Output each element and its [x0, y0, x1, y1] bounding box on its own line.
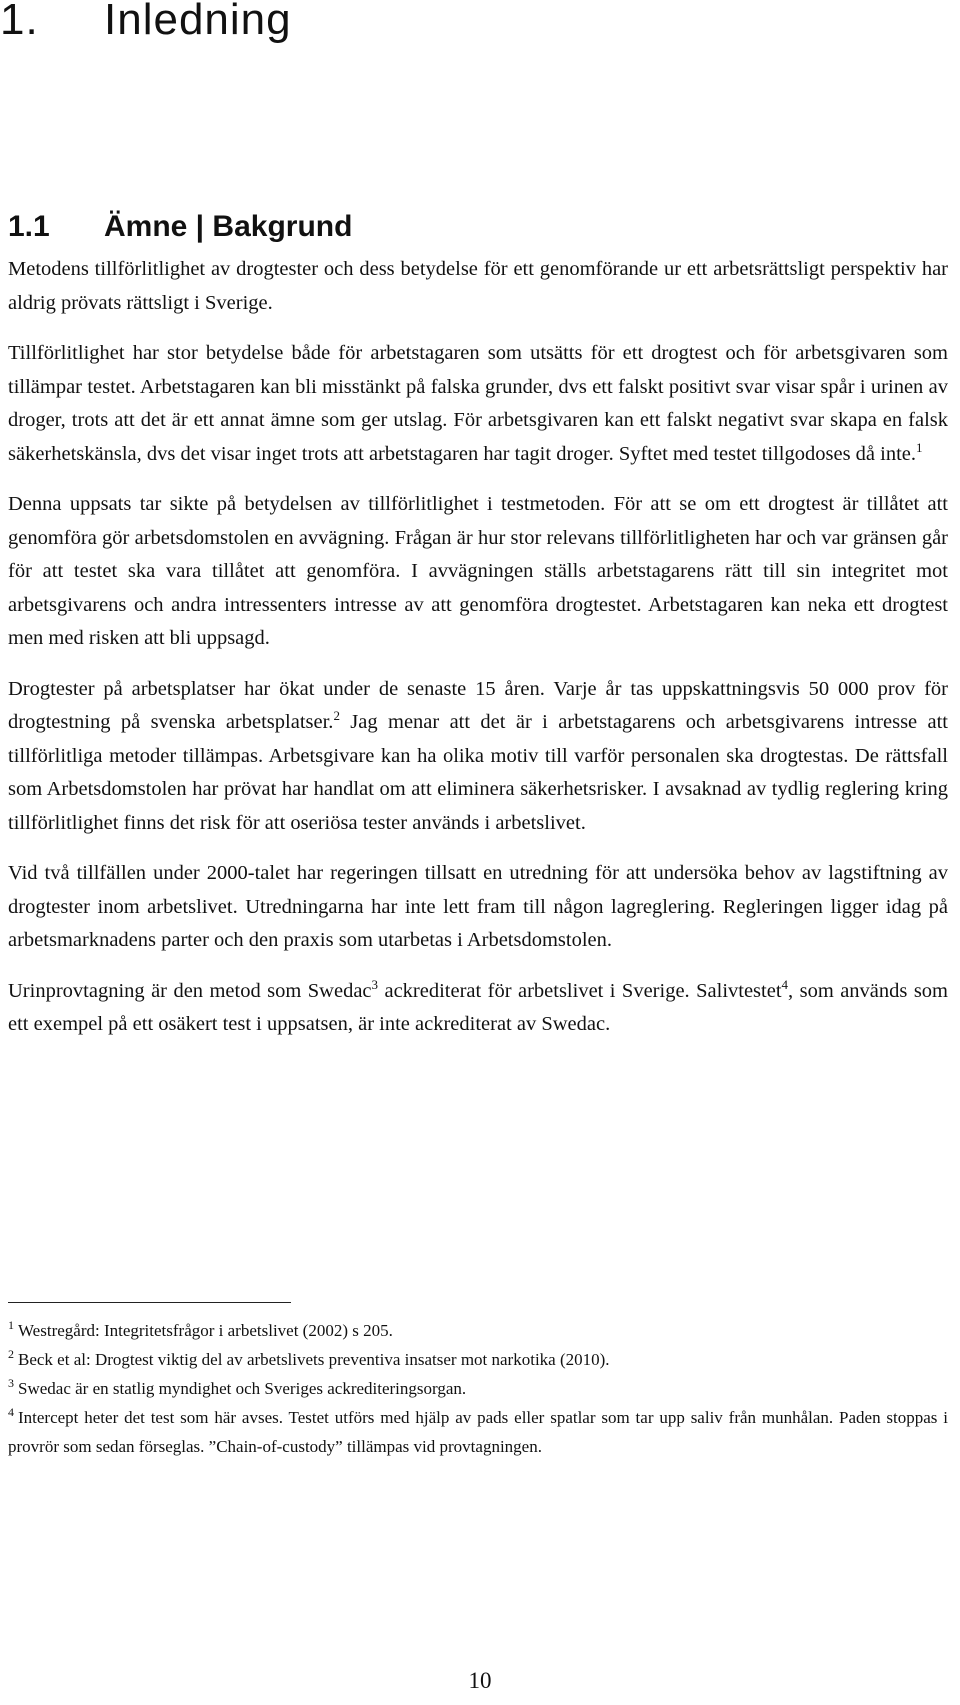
footnote-text: Westregård: Integritetsfrågor i arbetslivet (2002) s 205.	[18, 1321, 393, 1340]
paragraph-1: Metodens tillförlitlighet av drogtester och dess betydelse för ett genomförande ur ett arbetsrättsligt perspektiv har aldrig prövats rättsligt i Sverige.	[8, 258, 948, 314]
section-number: 1.1	[8, 210, 50, 243]
footnote-3	[8, 1374, 948, 1403]
paragraph-3: Denna uppsats tar sikte på betydelsen av tillförlitlighet i testmetoden. För att se om ett drogtest är tillåtet att genomföra gör arbetsdomstolen en avvägning. Frågan är hur stor relevans tillförlitligheten har och var gränsen går för att testet ska vara tillåtet att genomföra. I avvägningen ställs arbetstagarens rätt till sin integritet mot arbetsgivarens och andra intressenters intresse av att genomföra drogtestet. Arbetstagaren kan neka ett drogtest men med risken att bli uppsagd.	[8, 493, 948, 649]
footnote-ref-3[interactable]: 3	[371, 976, 379, 992]
chapter-number: 1.	[0, 0, 39, 44]
footnote-2	[8, 1345, 948, 1374]
chapter-title: Inledning	[104, 0, 292, 44]
footnote-ref-4[interactable]: 4	[781, 976, 789, 992]
paragraph-6-text-c: , som används som ett exempel på ett osäkert test i uppsatsen, är inte ackrediterat av Swedac.	[8, 979, 948, 1035]
paragraph-6-text-b: ackrediterat för arbetslivet i Sverige. Salivtestet	[378, 979, 782, 1002]
paragraph-6	[8, 975, 948, 1042]
footnote-number: 3	[8, 1376, 14, 1391]
footnote-ref-1[interactable]: 1	[916, 439, 923, 455]
footnote-ref-2[interactable]: 2	[333, 708, 340, 724]
paragraph-6-text-a: Urinprovtagning är den metod som Swedac	[8, 979, 372, 1002]
paragraph-4	[8, 673, 948, 841]
paragraph-2	[8, 337, 948, 471]
footnote-text: Intercept heter det test som här avses. Testet utförs med hjälp av pads eller spatlar som tar upp saliv från munhålan. Paden stoppas i provrör som sedan förseglas. ”Chain-of-custody” tillämpas vid provtagningen.	[8, 1408, 948, 1456]
paragraph-2-text: Tillförlitlighet har stor betydelse både för arbetstagaren som utsätts för ett drogtest och för arbetsgivaren som tillämpar testet. Arbetstagaren kan bli misstänkt på falska grunder, dvs ett falskt positivt svar visar spår i urinen av droger, trots att det är ett annat ämne som ger utslag. För arbetsgivaren kan ett falskt negativt svar skapa en falsk säkerhetskänsla, dvs det visar inget trots att arbetstagaren har tagit droger. Syftet med testet tillgodoses då inte.	[8, 342, 948, 465]
paragraph-4-text-a: Drogtester på arbetsplatser har ökat under de senaste 15 åren. Varje år tas uppskattningsvis 50 000 prov för drogtestning på svenska arbetsplatser.	[8, 677, 948, 733]
paragraph-4-text-b: Jag menar att det är i arbetstagarens och arbetsgivarens intresse att tillförlitliga metoder tillämpas. Arbetsgivare kan ha olika motiv till varför personalen ska drogtestas. De rättsfall som Arbetsdomstolen har prövat har handlat om att eliminera säkerhetsrisker. I avsaknad av tydlig reglering kring tillförlitlighet finns det risk för att oseriösa tester används i arbetslivet.	[8, 711, 949, 834]
footnote-text: Beck et al: Drogtest viktig del av arbetslivets preventiva insatser mot narkotika (2010).	[18, 1350, 610, 1369]
body-text	[8, 253, 948, 1059]
page-number: 10	[468, 1668, 492, 1693]
footnote-number: 4	[8, 1405, 14, 1420]
paragraph-5: Vid två tillfällen under 2000-talet har regeringen tillsatt en utredning för att undersöka behov av lagstiftning av drogtester inom arbetslivet. Utredningarna har inte lett fram till någon lagreglering. Regleringen ligger idag på arbetsmarknadens parter och den praxis som utarbetas i Arbetsdomstolen.	[8, 862, 948, 951]
footnote-number: 2	[8, 1347, 14, 1362]
footnotes	[8, 1316, 948, 1461]
chapter-heading	[0, 0, 292, 46]
footnote-text: Swedac är en statlig myndighet och Sveriges ackrediteringsorgan.	[18, 1379, 467, 1398]
footnote-4	[8, 1403, 948, 1461]
footnote-number: 1	[8, 1318, 14, 1333]
footnote-1	[8, 1316, 948, 1345]
section-heading	[8, 207, 352, 247]
section-title: Ämne | Bakgrund	[104, 210, 353, 243]
footnote-separator	[8, 1302, 291, 1303]
